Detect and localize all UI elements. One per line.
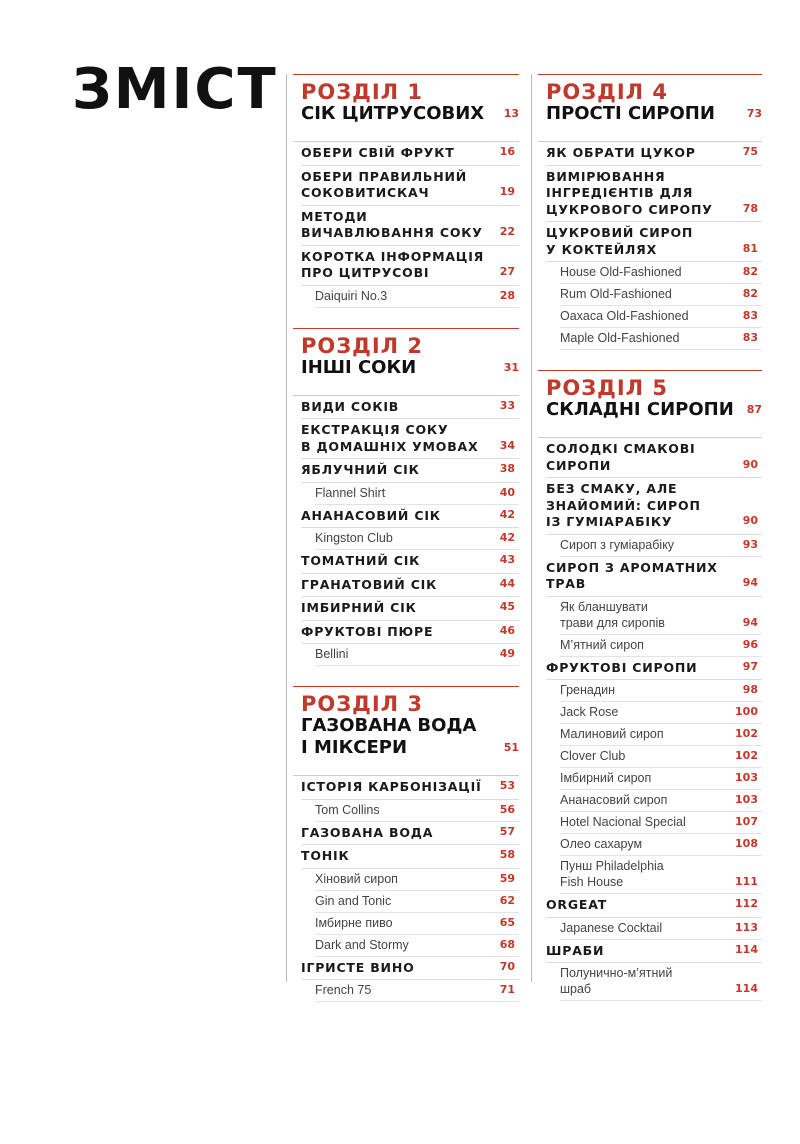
chapter-number: РОЗДІЛ 2 <box>301 333 424 358</box>
page-number: 33 <box>499 398 515 412</box>
page-number: 68 <box>499 937 515 951</box>
subentry-label: Jack Rose <box>560 705 619 719</box>
page-number: 114 <box>735 982 758 995</box>
page-number: 22 <box>499 225 515 238</box>
subentry-label: Hotel Nacional Special <box>560 815 686 829</box>
chapter-number: РОЗДІЛ 5 <box>546 376 669 400</box>
chapter-rule <box>293 379 519 396</box>
toc-subentry[interactable] <box>560 724 762 746</box>
page-number: 113 <box>735 920 758 934</box>
toc-entry[interactable] <box>301 597 519 621</box>
toc-entry[interactable] <box>546 478 762 535</box>
page-number: 108 <box>735 837 758 850</box>
chapter-title[interactable] <box>301 715 519 759</box>
toc-subentry[interactable] <box>560 790 762 812</box>
toc-subentry[interactable] <box>560 702 762 724</box>
toc-entry[interactable] <box>301 574 519 598</box>
chapter-title[interactable] <box>301 357 519 379</box>
subentry-label: Як бланшувати трави для сиропів <box>560 599 665 630</box>
page-number: 34 <box>499 438 515 452</box>
page-number: 45 <box>499 600 515 613</box>
section-spacer <box>287 308 519 328</box>
toc-subentry[interactable] <box>315 528 519 550</box>
page-number: 70 <box>499 959 515 973</box>
entry-label: ВИМІРЮВАННЯ ІНГРЕДІЄНТІВ ДЛЯ ЦУКРОВОГО СИРОПУ <box>546 168 713 217</box>
subentry-label: Bellini <box>315 647 349 661</box>
section-spacer <box>532 350 762 370</box>
toc-entry[interactable] <box>301 822 519 846</box>
page-number: 112 <box>735 897 758 910</box>
subentry-label: Gin and Tonic <box>315 893 392 908</box>
subentry-label: French 75 <box>315 983 372 997</box>
page-number: 49 <box>499 647 515 660</box>
entry-label: ФРУКТОВІ СИРОПИ <box>546 659 698 675</box>
toc-subentry[interactable] <box>560 262 762 284</box>
toc-subentry[interactable] <box>560 812 762 834</box>
page-number: 102 <box>735 749 758 762</box>
subentry-label: Daiquiri No.3 <box>315 288 388 303</box>
page-number: 78 <box>742 201 758 215</box>
toc-entry[interactable] <box>301 459 519 483</box>
toc-subentry[interactable] <box>560 680 762 702</box>
entry-label: ЯБЛУЧНИЙ СІК <box>301 462 420 477</box>
subentry-label: Flannel Shirt <box>315 485 386 500</box>
chapter-rule <box>538 421 762 438</box>
subentry-label: Ананасовий сироп <box>560 793 668 807</box>
toc-subentry[interactable] <box>560 746 762 768</box>
entry-label: ШРАБИ <box>546 942 605 958</box>
entry-label: СОЛОДКІ СМАКОВІ СИРОПИ <box>546 441 696 473</box>
page-number: 107 <box>735 815 758 828</box>
toc-entry[interactable] <box>546 894 762 918</box>
entry-label: ОБЕРИ ПРАВИЛЬНИЙ СОКОВИТИСКАЧ <box>301 168 468 200</box>
toc-entry[interactable] <box>301 142 519 166</box>
section-spacer <box>287 666 519 686</box>
toc-subentry[interactable] <box>560 834 762 856</box>
chapter-rule <box>538 125 762 142</box>
chapter-title[interactable] <box>546 103 762 125</box>
entry-label: ВИДИ СОКІВ <box>301 398 400 414</box>
chapter-title-line: ПРОСТІ СИРОПИ <box>546 103 715 124</box>
entry-label: ORGEAT <box>546 897 608 912</box>
toc-subentry[interactable] <box>560 284 762 306</box>
page-number: 65 <box>499 915 515 929</box>
entry-label: АНАНАСОВИЙ СІК <box>301 507 441 523</box>
toc-entry[interactable] <box>546 657 762 681</box>
toc-entry[interactable] <box>546 940 762 964</box>
toc-subentry[interactable] <box>315 800 519 822</box>
page-number: 83 <box>742 331 758 344</box>
subentry-label: Clover Club <box>560 749 626 763</box>
page-number: 19 <box>499 185 515 198</box>
entry-label: ФРУКТОВІ ПЮРЕ <box>301 623 434 639</box>
chapter-title[interactable] <box>301 103 519 125</box>
page-number: 42 <box>499 531 515 544</box>
chapter-number: РОЗДІЛ 1 <box>301 80 424 104</box>
page-number: 13 <box>503 107 519 120</box>
toc-entry[interactable] <box>301 845 519 869</box>
toc-subentry[interactable] <box>315 891 519 913</box>
chapter-number: РОЗДІЛ 3 <box>301 692 424 716</box>
page-number: 93 <box>742 537 758 551</box>
chapter-title-line: ГАЗОВАНА ВОДА <box>301 715 477 736</box>
page-number: 111 <box>735 875 758 888</box>
subentry-label: Oaxaca Old-Fashioned <box>560 309 689 323</box>
subentry-label: Rum Old-Fashioned <box>560 287 672 301</box>
toc-entry[interactable] <box>546 557 762 597</box>
toc-subentry[interactable] <box>315 644 519 666</box>
toc-subentry[interactable] <box>560 328 762 350</box>
entry-label: ІСТОРІЯ КАРБОНІЗАЦІЇ <box>301 779 482 794</box>
page-number: 103 <box>735 793 758 806</box>
chapter-rule <box>293 125 519 142</box>
toc-subentry[interactable] <box>560 918 762 940</box>
page-number: 103 <box>735 771 758 784</box>
toc-subentry[interactable] <box>560 963 762 1001</box>
entry-label: ІМБИРНИЙ СІК <box>301 600 417 615</box>
page-title: ЗМІСТ <box>72 57 278 122</box>
toc-entry[interactable] <box>301 246 519 286</box>
page-number: 46 <box>499 623 515 637</box>
entry-label: ЕКСТРАКЦІЯ СОКУ В ДОМАШНІХ УМОВАХ <box>301 422 479 454</box>
page-number: 100 <box>735 705 758 718</box>
page-number: 38 <box>499 462 515 475</box>
page-number: 83 <box>742 309 758 322</box>
page-number: 28 <box>499 288 515 302</box>
page-number: 94 <box>742 576 758 589</box>
page-number: 62 <box>499 893 515 907</box>
chapter-title-line: СІК ЦИТРУСОВИХ <box>301 103 485 124</box>
toc-subentry[interactable] <box>315 935 519 957</box>
entry-label: СИРОП З АРОМАТНИХ ТРАВ <box>546 559 718 591</box>
entry-label: ГАЗОВАНА ВОДА <box>301 824 434 840</box>
page-number: 82 <box>742 265 758 278</box>
page-number: 31 <box>503 360 519 374</box>
page-number: 82 <box>742 287 758 300</box>
page-number: 114 <box>735 942 758 956</box>
subentry-label: М’ятний сироп <box>560 637 644 652</box>
page-number: 53 <box>499 779 515 792</box>
subentry-label: Пунш Philadelphia Fish House <box>560 859 664 889</box>
chapter-rule <box>293 759 519 776</box>
entry-label: КОРОТКА ІНФОРМАЦІЯ ПРО ЦИТРУСОВІ <box>301 248 485 280</box>
entry-label: ІГРИСТЕ ВИНО <box>301 959 415 975</box>
toc-subentry[interactable] <box>560 306 762 328</box>
page-number: 96 <box>742 637 758 651</box>
page-number: 71 <box>499 983 515 996</box>
page-number: 94 <box>742 615 758 629</box>
subentry-label: Kingston Club <box>315 531 393 545</box>
chapter-title-line: ІНШІ СОКИ <box>301 356 417 378</box>
entry-label: МЕТОДИ ВИЧАВЛЮВАННЯ СОКУ <box>301 208 483 240</box>
subentry-label: Japanese Cocktail <box>560 920 663 935</box>
page-number: 27 <box>499 265 515 278</box>
page-number: 59 <box>499 871 515 885</box>
toc-subentry[interactable] <box>315 869 519 891</box>
page-number: 90 <box>742 514 758 527</box>
entry-label: БЕЗ СМАКУ, АЛЕ ЗНАЙОМИЙ: СИРОП ІЗ ГУМІАРАБІКУ <box>546 481 701 529</box>
toc-entry[interactable] <box>301 776 519 800</box>
page-number: 97 <box>742 659 758 673</box>
page-number: 58 <box>499 848 515 861</box>
toc-entry[interactable] <box>301 206 519 246</box>
toc-subentry[interactable] <box>315 913 519 935</box>
subentry-label: Dark and Stormy <box>315 937 409 952</box>
entry-label: ОБЕРИ СВІЙ ФРУКТ <box>301 145 455 160</box>
page-number: 40 <box>499 485 515 499</box>
chapter-number: РОЗДІЛ 4 <box>546 80 669 104</box>
toc-column-left <box>286 74 519 997</box>
page-number: 57 <box>499 824 515 838</box>
toc-subentry[interactable] <box>560 768 762 790</box>
toc-subentry[interactable] <box>315 286 519 308</box>
toc-entry[interactable] <box>546 222 762 262</box>
subentry-label: Олео сахарум <box>560 837 643 851</box>
toc-entry[interactable] <box>301 419 519 459</box>
toc-entry[interactable] <box>546 142 762 166</box>
toc-entry[interactable] <box>546 166 762 223</box>
page-number: 87 <box>746 403 762 416</box>
subentry-label: House Old-Fashioned <box>560 265 682 279</box>
toc-entry[interactable] <box>301 166 519 206</box>
toc-subentry[interactable] <box>315 980 519 1002</box>
toc-entry[interactable] <box>301 957 519 981</box>
chapter-title-line: СКЛАДНІ СИРОПИ <box>546 399 734 420</box>
toc-subentry[interactable] <box>560 635 762 657</box>
subentry-label: Імбирне пиво <box>315 915 393 930</box>
toc-subentry[interactable] <box>315 483 519 505</box>
toc-subentry[interactable] <box>560 856 762 894</box>
page-number: 43 <box>499 553 515 566</box>
toc-subentry[interactable] <box>560 535 762 557</box>
subentry-label: Хіновий сироп <box>315 871 398 886</box>
subentry-label: Tom Collins <box>315 802 380 817</box>
toc-entry[interactable] <box>546 438 762 478</box>
entry-label: ТОМАТНИЙ СІК <box>301 553 421 568</box>
toc-column-right <box>531 74 762 996</box>
page-number: 16 <box>499 145 515 158</box>
subentry-label: Сироп з гуміарабіку <box>560 537 675 552</box>
subentry-label: Гренадин <box>560 683 616 697</box>
entry-label: ГРАНАТОВИЙ СІК <box>301 576 438 592</box>
toc-entry[interactable] <box>301 396 519 420</box>
chapter-title[interactable] <box>546 399 762 421</box>
subentry-label: Maple Old-Fashioned <box>560 331 680 345</box>
page-number: 98 <box>742 683 758 696</box>
page-number: 81 <box>742 241 758 255</box>
entry-label: ЦУКРОВИЙ СИРОП У КОКТЕЙЛЯХ <box>546 225 694 257</box>
subentry-label: Малиновий сироп <box>560 727 664 741</box>
subentry-label: Полунично-м’ятний шраб <box>560 966 673 996</box>
page-number: 51 <box>503 741 519 754</box>
subentry-label: Імбирний сироп <box>560 771 652 785</box>
page-number: 42 <box>499 507 515 521</box>
chapter-title-line: І МІКСЕРИ <box>301 737 408 758</box>
page-number: 44 <box>499 576 515 590</box>
toc-entry[interactable] <box>301 621 519 645</box>
page-number: 73 <box>746 107 762 120</box>
page-number: 75 <box>742 145 758 158</box>
entry-label: ЯК ОБРАТИ ЦУКОР <box>546 145 696 160</box>
toc-entry[interactable] <box>301 550 519 574</box>
toc-subentry[interactable] <box>560 597 762 635</box>
entry-label: ТОНІК <box>301 848 350 863</box>
page-number: 90 <box>742 457 758 471</box>
toc-entry[interactable] <box>301 505 519 529</box>
page-number: 56 <box>499 802 515 816</box>
page-number: 102 <box>735 727 758 740</box>
